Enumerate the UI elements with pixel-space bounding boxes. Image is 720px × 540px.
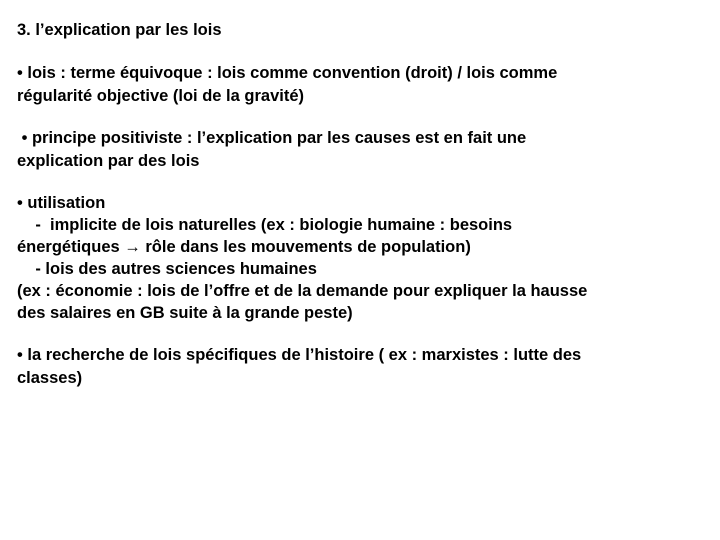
slide-title: 3. l’explication par les lois — [17, 21, 222, 39]
bullet-line: classes) — [17, 369, 83, 387]
bullet-line: • lois : terme équivoque : lois comme convention (droit) / lois comme — [17, 64, 558, 82]
bullet-line: • principe positiviste : l’explication par les causes est en fait une — [17, 129, 527, 147]
bullet-line: explication par des lois — [17, 152, 200, 170]
bullet-line: • utilisation — [17, 194, 106, 212]
bullet-line: - implicite de lois naturelles (ex : biologie humaine : besoins — [17, 216, 513, 234]
bullet-line: énergétiques → rôle dans les mouvements de population) — [17, 238, 471, 256]
bullet-line: des salaires en GB suite à la grande peste) — [17, 304, 353, 322]
bullet-line: (ex : économie : lois de l’offre et de la demande pour expliquer la hausse — [17, 282, 588, 300]
bullet-line: - lois des autres sciences humaines — [17, 260, 317, 278]
bullet-line: • la recherche de lois spécifiques de l’histoire ( ex : marxistes : lutte des — [17, 346, 582, 364]
bullet-line: régularité objective (loi de la gravité) — [17, 87, 305, 105]
